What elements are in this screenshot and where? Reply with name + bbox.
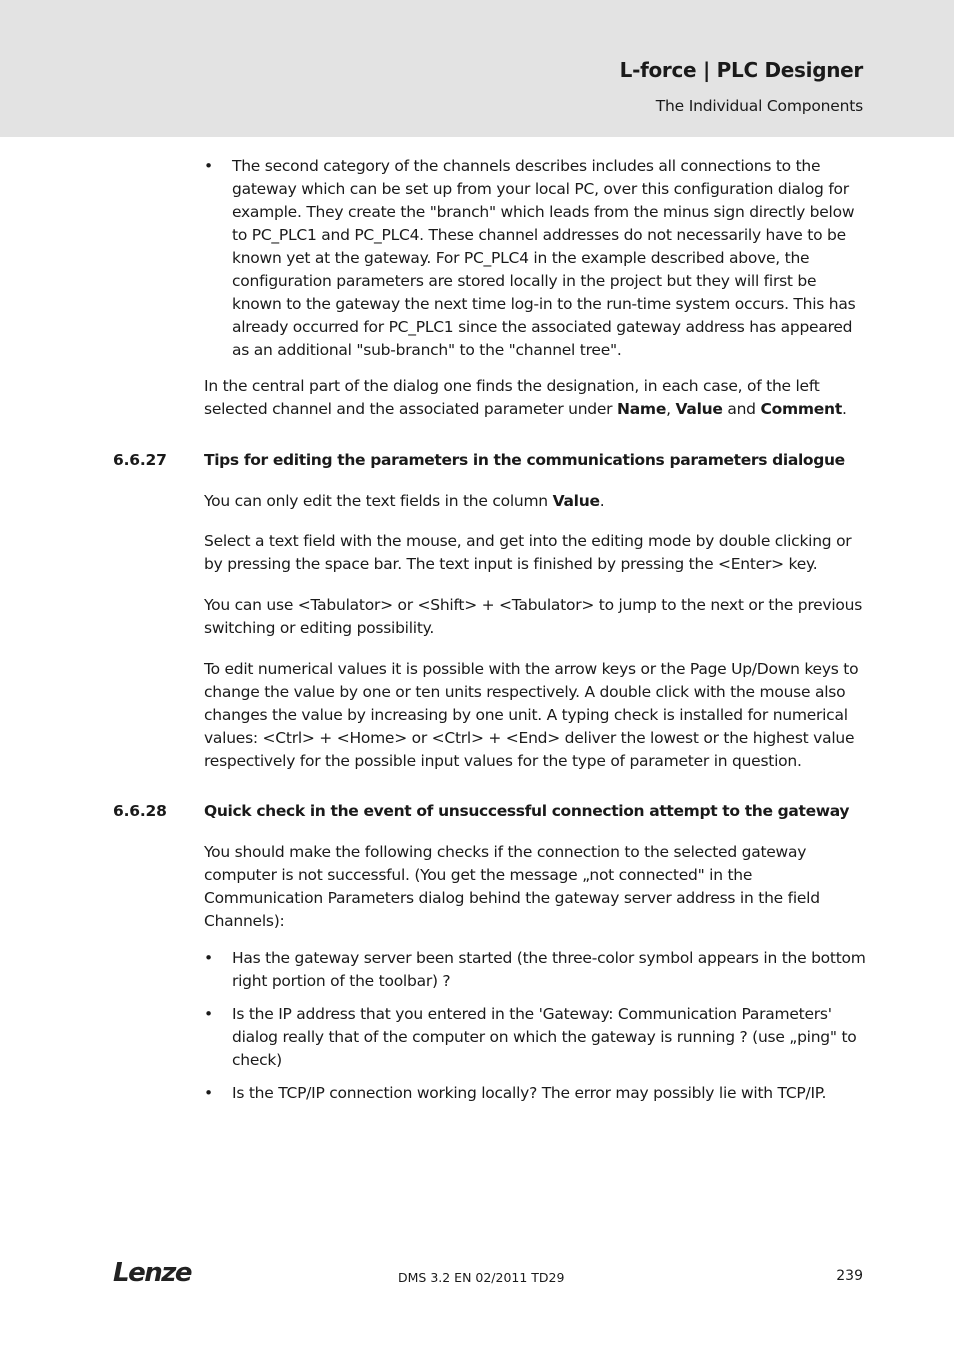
section-heading: Quick check in the event of unsuccessful connection attempt to the gateway — [204, 802, 850, 820]
keyword-value: Value — [675, 400, 723, 418]
paragraph: You can use <Tabulator> or <Shift> + <Tabulator> to jump to the next or the previous switching or editing possibility. — [204, 596, 863, 637]
bullet-icon: • — [204, 1084, 214, 1102]
text-run: You can only edit the text fields in the column — [204, 492, 553, 510]
list-item-text: Has the gateway server been started (the three-color symbol appears in the bottom right portion of the toolbar) ? — [232, 949, 866, 990]
list-item-text: The second category of the channels describes includes all connections to the gateway which can be set up from your local PC, over this configuration dialog for example. They create the "branch" which leads from the minus sign directly below to PC_PLC1 and PC_PLC4. These channel addresses do not necessarily have to be known yet at the gateway. For PC_PLC4 in the example described above, the configuration parameters are stored locally in the project but they will first be known to the gateway the next time log-in to the run-time system occurs. This has already occurred for PC_PLC1 since the associated gateway address has appeared as an additional "sub-branch" to the "channel tree". — [232, 157, 856, 359]
document-title: L-force | PLC Designer — [619, 58, 863, 82]
section-number: 6.6.28 — [113, 802, 167, 820]
bullet-icon: • — [204, 157, 214, 175]
paragraph: You should make the following checks if the connection to the selected gateway computer is not successful. (You get the message „not connected" in the Communication Parameters dialog behind the gateway server address in the field Channels): — [204, 843, 820, 930]
header-band — [0, 0, 954, 137]
page-number: 239 — [836, 1268, 863, 1284]
text-run: In the central part of the dialog one finds the designation, in each case, of the left selected channel and the associated parameter under — [204, 377, 820, 418]
paragraph: Select a text field with the mouse, and get into the editing mode by double clicking or by pressing the space bar. The text input is finished by pressing the <Enter> key. — [204, 532, 852, 573]
keyword-value: Value — [552, 492, 600, 510]
text-run: , — [666, 400, 676, 418]
keyword-comment: Comment — [760, 400, 842, 418]
text-run: . — [842, 400, 847, 418]
section-number: 6.6.27 — [113, 451, 167, 469]
list-item-text: Is the IP address that you entered in the 'Gateway: Communication Parameters' dialog really that of the computer on which the gateway is running ? (use „ping" to check) — [232, 1005, 857, 1069]
bullet-icon: • — [204, 949, 214, 967]
text-run: and — [722, 400, 761, 418]
section-heading: Tips for editing the parameters in the communications parameters dialogue — [204, 451, 845, 469]
paragraph — [204, 490, 864, 513]
list-item-text: Is the TCP/IP connection working locally? The error may possibly lie with TCP/IP. — [232, 1084, 827, 1102]
footer-document-id: DMS 3.2 EN 02/2011 TD29 — [398, 1270, 565, 1285]
bullet-icon: • — [204, 1005, 214, 1023]
chapter-subtitle: The Individual Components — [655, 97, 863, 115]
paragraph: To edit numerical values it is possible with the arrow keys or the Page Up/Down keys to change the value by one or ten units respectively. A double click with the mouse also changes the value by increasing by one unit. A typing check is installed for numerical values: <Ctrl> + <Home> or <Ctrl> + <End> deliver the lowest or the highest value respectively for the possible input values for the type of parameter in question. — [204, 660, 859, 770]
lenze-logo: Lenze — [113, 1258, 191, 1288]
keyword-name: Name — [617, 400, 667, 418]
paragraph — [204, 375, 864, 421]
text-run: . — [599, 492, 605, 510]
